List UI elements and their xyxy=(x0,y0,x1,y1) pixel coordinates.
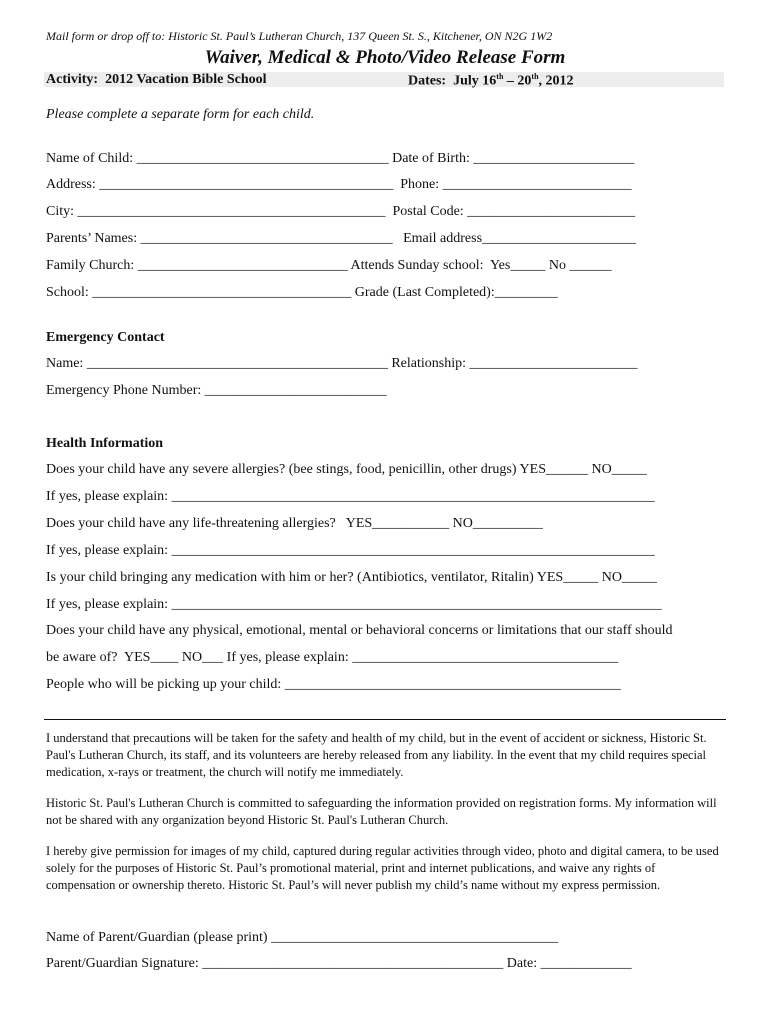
life-threatening-allergies-question[interactable]: Does your child have any life-threatening allergies? YES___________ NO__________ xyxy=(46,516,543,531)
medication-explain[interactable]: If yes, please explain: ______________________________________________________________________ xyxy=(46,597,662,612)
dates-label xyxy=(408,72,574,90)
privacy-paragraph: Historic St. Paul's Lutheran Church is committed to safeguarding the information provided on registration forms. My information will not be shared with any organization beyond Historic St. Paul's Lutheran Church. xyxy=(46,796,717,827)
section-divider xyxy=(44,719,726,720)
mail-instructions: Mail form or drop off to: Historic St. Paul’s Lutheran Church, 137 Queen St. S., Kitchener, ON N2G 1W2 xyxy=(46,29,553,43)
parents-names-field[interactable]: Parents’ Names: ____________________________________ Email address______________________ xyxy=(46,231,637,246)
school-field[interactable]: School: _____________________________________ Grade (Last Completed):_________ xyxy=(46,285,558,300)
address-field[interactable]: Address: __________________________________________ Phone: ___________________________ xyxy=(46,177,632,192)
severe-allergies-question[interactable]: Does your child have any severe allergies? (bee stings, food, penicillin, other drugs) YES______ NO_____ xyxy=(46,462,647,477)
concerns-answer[interactable]: be aware of? YES____ NO___ If yes, please explain: ______________________________________ xyxy=(46,650,619,665)
emergency-name-field[interactable]: Name: ___________________________________________ Relationship: ________________________ xyxy=(46,356,638,371)
emergency-phone-field[interactable]: Emergency Phone Number: __________________________ xyxy=(46,383,387,398)
medication-question[interactable]: Is your child bringing any medication with him or her? (Antibiotics, ventilator, Ritalin) YES_____ NO_____ xyxy=(46,570,657,585)
pickup-people-field[interactable]: People who will be picking up your child: ________________________________________________ xyxy=(46,677,621,692)
emergency-heading: Emergency Contact xyxy=(46,330,165,345)
dates-text-start: Dates: July 16 xyxy=(408,73,497,89)
parent-name-field[interactable]: Name of Parent/Guardian (please print) _________________________________________ xyxy=(46,930,559,945)
dates-sup-end: th xyxy=(531,72,539,81)
concerns-question: Does your child have any physical, emotional, mental or behavioral concerns or limitations that our staff should xyxy=(46,623,673,638)
form-instruction: Please complete a separate form for each child. xyxy=(46,107,315,122)
health-heading: Health Information xyxy=(46,436,164,451)
city-field[interactable]: City: ____________________________________________ Postal Code: ________________________ xyxy=(46,204,636,219)
child-name-field[interactable]: Name of Child: ____________________________________ Date of Birth: _______________________ xyxy=(46,151,635,166)
dates-sup-start: th xyxy=(496,72,504,81)
form-title: Waiver, Medical & Photo/Video Release Form xyxy=(204,47,566,68)
liability-paragraph: I understand that precautions will be taken for the safety and health of my child, but in the event of accident or sickness, Historic St. Paul's Lutheran Church, its staff, and its volunteers are hereby released from any liability. In the event that my child requires special medication, x-rays or treatment, the church will notify me immediately. xyxy=(46,731,707,779)
dates-text-end: – 20 xyxy=(503,73,532,89)
family-church-field[interactable]: Family Church: ______________________________ Attends Sunday school: Yes_____ No ______ xyxy=(46,258,612,273)
parent-signature-field[interactable]: Parent/Guardian Signature: ___________________________________________ Date: _____________ xyxy=(46,956,632,971)
dates-year: , 2012 xyxy=(538,73,574,89)
photo-release-paragraph: I hereby give permission for images of my child, captured during regular activities through video, photo and digital camera, to be used solely for the purposes of Historic St. Paul’s promotional material, print and internet publications, and waive any rights of compensation or ownership thereto. Historic St. Paul’s will never publish my child’s name without my express permission. xyxy=(46,844,719,892)
severe-allergies-explain[interactable]: If yes, please explain: _____________________________________________________________________ xyxy=(46,489,655,504)
life-threatening-allergies-explain[interactable]: If yes, please explain: _____________________________________________________________________ xyxy=(46,543,655,558)
activity-label: Activity: 2012 Vacation Bible School xyxy=(46,72,267,87)
